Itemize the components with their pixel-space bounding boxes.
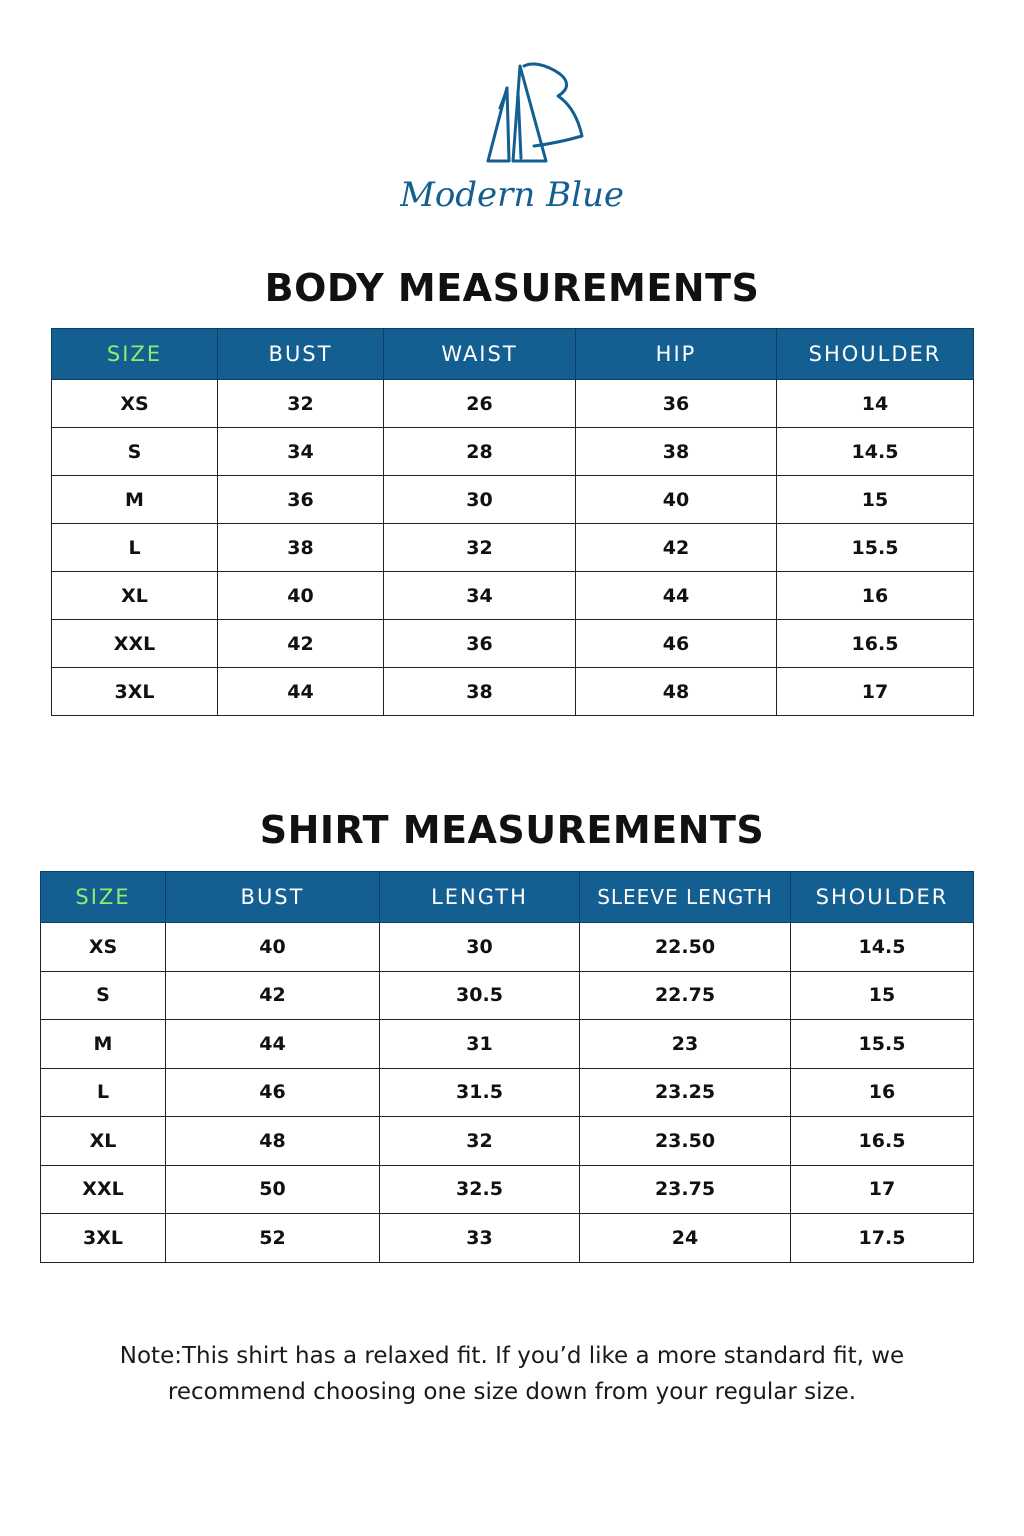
column-header: SIZE — [41, 872, 166, 923]
table-row — [52, 476, 974, 524]
table-cell: 52 — [166, 1214, 380, 1263]
table-cell: 16.5 — [791, 1117, 974, 1166]
table-cell: S — [41, 971, 166, 1020]
brand-name: Modern Blue — [400, 175, 624, 215]
column-header: BUST — [166, 872, 380, 923]
table-cell: 44 — [218, 668, 384, 716]
table-cell: 28 — [384, 428, 576, 476]
table-cell: 46 — [576, 620, 777, 668]
table-cell: 40 — [166, 923, 380, 972]
table-cell: 14.5 — [777, 428, 974, 476]
table-cell: 31.5 — [380, 1068, 580, 1117]
table-cell: L — [41, 1068, 166, 1117]
table-cell: 50 — [166, 1165, 380, 1214]
column-header: SLEEVE LENGTH — [580, 872, 791, 923]
table-cell: 30 — [380, 923, 580, 972]
table-header-row — [41, 872, 974, 923]
table-cell: 16.5 — [777, 620, 974, 668]
column-header: WAIST — [384, 329, 576, 380]
sailboat-logo-icon — [400, 58, 624, 218]
table-cell: 22.75 — [580, 971, 791, 1020]
table-cell: XL — [41, 1117, 166, 1166]
table-cell: L — [52, 524, 218, 572]
table-row — [41, 1117, 974, 1166]
table-cell: 3XL — [41, 1214, 166, 1263]
table-cell: 32.5 — [380, 1165, 580, 1214]
table-cell: 46 — [166, 1068, 380, 1117]
table-cell: 30 — [384, 476, 576, 524]
table-cell: 23.25 — [580, 1068, 791, 1117]
table-cell: 48 — [576, 668, 777, 716]
table-cell: 3XL — [52, 668, 218, 716]
table-cell: XXL — [52, 620, 218, 668]
table-cell: 34 — [218, 428, 384, 476]
shirt-measurements-table — [40, 871, 974, 1263]
table-cell: 42 — [166, 971, 380, 1020]
table-cell: 15 — [777, 476, 974, 524]
table-cell: 17 — [791, 1165, 974, 1214]
body-measurements-title: BODY MEASUREMENTS — [264, 266, 760, 310]
table-cell: 44 — [166, 1020, 380, 1069]
table-cell: 15 — [791, 971, 974, 1020]
table-cell: XS — [52, 380, 218, 428]
table-cell: 23.75 — [580, 1165, 791, 1214]
table-row — [41, 971, 974, 1020]
table-cell: XS — [41, 923, 166, 972]
table-header-row — [52, 329, 974, 380]
table-cell: 40 — [576, 476, 777, 524]
table-cell: 48 — [166, 1117, 380, 1166]
table-row — [52, 620, 974, 668]
table-cell: 15.5 — [791, 1020, 974, 1069]
table-row — [52, 572, 974, 620]
table-row — [41, 1214, 974, 1263]
body-measurements-table — [51, 328, 974, 716]
column-header: HIP — [576, 329, 777, 380]
table-cell: 23 — [580, 1020, 791, 1069]
column-header: LENGTH — [380, 872, 580, 923]
table-cell: 42 — [576, 524, 777, 572]
table-row — [52, 380, 974, 428]
table-cell: 44 — [576, 572, 777, 620]
table-cell: 31 — [380, 1020, 580, 1069]
table-row — [41, 923, 974, 972]
table-row — [41, 1068, 974, 1117]
table-cell: 17.5 — [791, 1214, 974, 1263]
table-row — [41, 1165, 974, 1214]
table-cell: 26 — [384, 380, 576, 428]
table-cell: 14.5 — [791, 923, 974, 972]
table-cell: 42 — [218, 620, 384, 668]
table-cell: 34 — [384, 572, 576, 620]
table-cell: 40 — [218, 572, 384, 620]
table-cell: 30.5 — [380, 971, 580, 1020]
table-cell: 38 — [384, 668, 576, 716]
table-cell: 16 — [777, 572, 974, 620]
table-cell: 24 — [580, 1214, 791, 1263]
shirt-measurements-title: SHIRT MEASUREMENTS — [259, 808, 765, 852]
table-cell: 16 — [791, 1068, 974, 1117]
table-cell: 36 — [576, 380, 777, 428]
table-cell: 15.5 — [777, 524, 974, 572]
table-cell: 14 — [777, 380, 974, 428]
column-header: SHOULDER — [791, 872, 974, 923]
table-cell: 23.50 — [580, 1117, 791, 1166]
column-header: SIZE — [52, 329, 218, 380]
fit-note: Note:This shirt has a relaxed fit. If you’d like a more standard fit, we recommend choosing one size down from your regular size. — [119, 1343, 905, 1405]
table-row — [52, 524, 974, 572]
table-cell: XXL — [41, 1165, 166, 1214]
table-cell: 17 — [777, 668, 974, 716]
table-cell: 22.50 — [580, 923, 791, 972]
table-cell: M — [52, 476, 218, 524]
table-cell: M — [41, 1020, 166, 1069]
table-cell: 33 — [380, 1214, 580, 1263]
brand-logo — [400, 58, 624, 218]
table-cell: 36 — [384, 620, 576, 668]
table-cell: XL — [52, 572, 218, 620]
column-header: SHOULDER — [777, 329, 974, 380]
table-cell: 36 — [218, 476, 384, 524]
table-cell: 32 — [384, 524, 576, 572]
table-row — [41, 1020, 974, 1069]
table-cell: 32 — [218, 380, 384, 428]
table-row — [52, 428, 974, 476]
table-cell: 32 — [380, 1117, 580, 1166]
column-header: BUST — [218, 329, 384, 380]
table-row — [52, 668, 974, 716]
table-cell: S — [52, 428, 218, 476]
table-cell: 38 — [218, 524, 384, 572]
table-cell: 38 — [576, 428, 777, 476]
